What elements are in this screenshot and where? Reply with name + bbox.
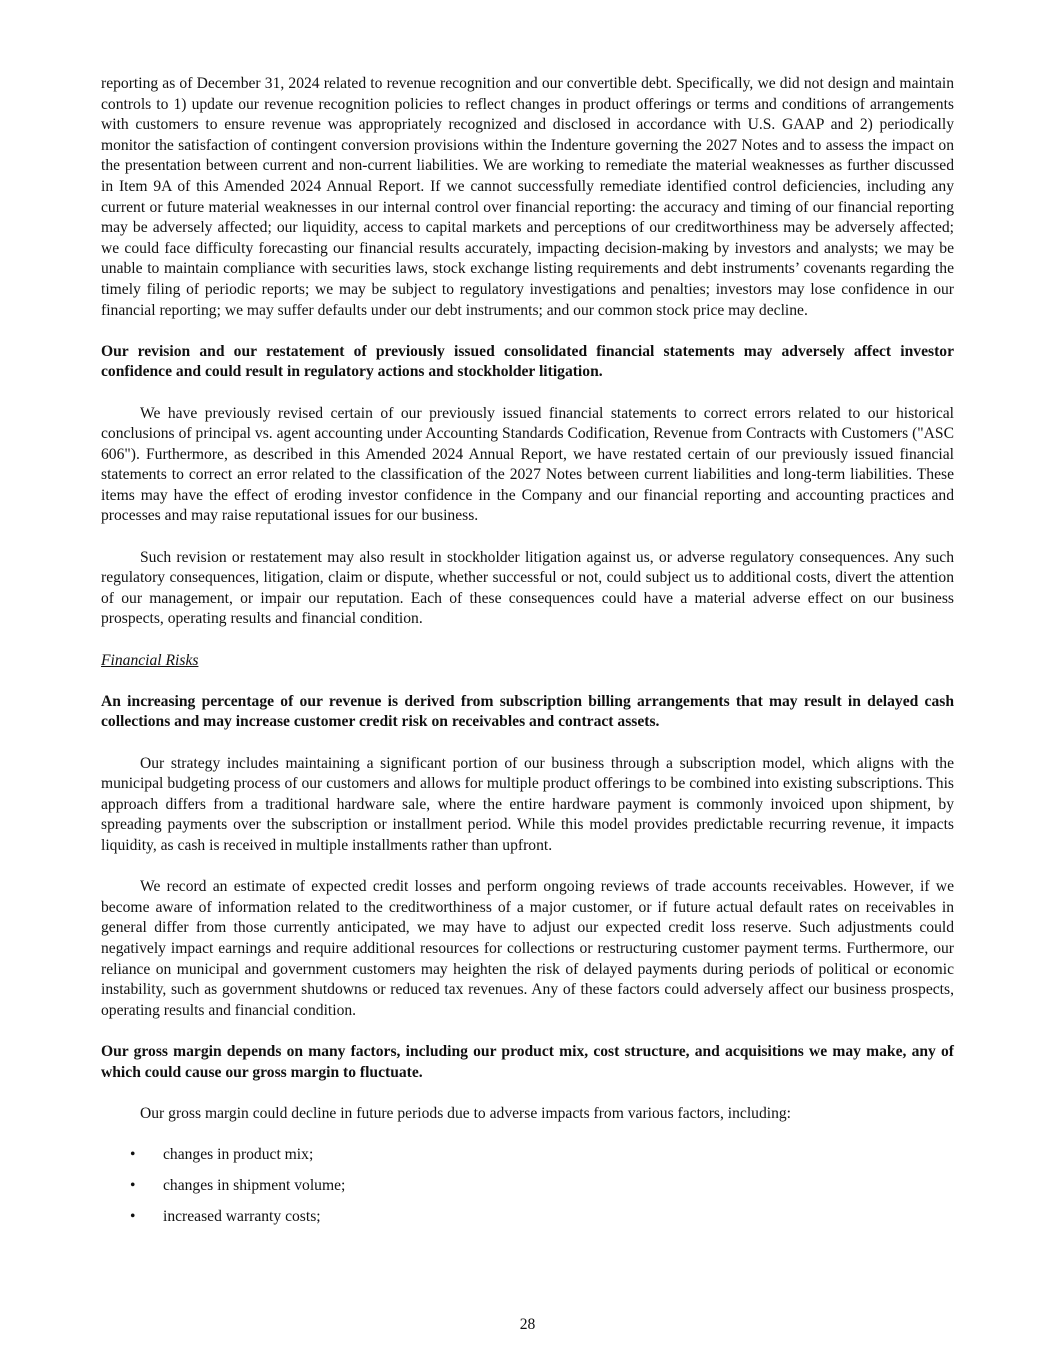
section-title-text: Financial Risks — [101, 651, 199, 669]
list-item-text: increased warranty costs; — [163, 1207, 321, 1225]
heading-subscription-billing: An increasing percentage of our revenue is derived from subscription billing arrangements that may result in delayed cash collections and may increase customer credit risk on receivables and contract assets. — [101, 692, 954, 731]
list-item — [101, 1176, 954, 1197]
list-item — [101, 1207, 954, 1228]
body-paragraph-controls: reporting as of December 31, 2024 related to revenue recognition and our convertible debt. Specifically, we did not design and maintain controls to 1) update our revenue recognition policies to reflect changes in product offerings or terms and conditions of arrangements with customers to ensure revenue was appropriately recognized and disclosed in accordance with U.S. GAAP and 2) periodically monitor the satisfaction of contingent conversion provisions within the Indenture governing the 2027 Notes and to assess the impact on the presentation between current and non-current liabilities. We are working to remediate the material weaknesses as further discussed in Item 9A of this Amended 2024 Annual Report. If we cannot successfully remediate identified control deficiencies, including any current or future material weaknesses in our internal control over financial reporting: the accuracy and timing of our financial reporting may be adversely affected; our liquidity, access to capital markets and perceptions of our creditworthiness may be adversely affected; we could face difficulty forecasting our financial results accurately, impacting decision-making by investors and analysts; we may be unable to maintain compliance with securities laws, stock exchange listing requirements and debt instruments’ covenants regarding the timely filing of periodic reports; we may be subject to regulatory investigations and penalties; investors may lose confidence in our financial reporting; we may suffer defaults under our debt instruments; and our common stock price may decline. — [101, 75, 954, 319]
bullet-mark: • — [130, 1207, 136, 1225]
heading-revision-restatement: Our revision and our restatement of previously issued consolidated financial statements may adversely affect investor confidence and could result in regulatory actions and stockholder litigation. — [101, 342, 954, 381]
document-page — [101, 74, 954, 1238]
bullet-mark: • — [130, 1176, 136, 1194]
list-item-text: changes in shipment volume; — [163, 1176, 346, 1194]
body-paragraph-gross-margin-factors: Our gross margin could decline in future periods due to adverse impacts from various factors, including: — [140, 1104, 792, 1122]
section-title-financial-risks — [101, 651, 954, 672]
body-paragraph-revisions: We have previously revised certain of our previously issued financial statements to correct errors related to our historical conclusions of principal vs. agent accounting under Accounting Standards Codification, Revenue from Contracts with Customers ("ASC 606"). Furthermore, as described in this Amended 2024 Annual Report, we have restated certain of our previously issued financial statements to correct an error related to the classification of the 2027 Notes between current liabilities and long-term liabilities. These items may have the effect of eroding investor confidence in the Company and our financial reporting and accounting practices and processes and may raise reputational issues for our business. — [101, 404, 954, 525]
list-item — [101, 1145, 954, 1166]
body-paragraph-credit-losses: We record an estimate of expected credit losses and perform ongoing reviews of trade accounts receivables. However, if we become aware of information related to the creditworthiness of a major customer, or if future actual default rates on receivables in general differ from those currently anticipated, we may have to adjust our expected credit loss reserve. Such adjustments could negatively impact earnings and require additional resources for collections or restructuring customer payment terms. Furthermore, our reliance on municipal and government customers may heighten the risk of delayed payments during periods of political or economic instability, such as government shutdowns or reduced tax revenues. Any of these factors could adversely affect our business prospects, operating results and financial condition. — [101, 878, 954, 1019]
list-item-text: changes in product mix; — [163, 1145, 314, 1163]
body-paragraph-litigation: Such revision or restatement may also result in stockholder litigation against us, or adverse regulatory consequences. Any such regulatory consequences, litigation, claim or dispute, whether successful or not, could subject us to additional costs, divert the attention of our management, or impair our reputation. Each of these consequences could have a material adverse effect on our business prospects, operating results and financial condition. — [101, 548, 954, 628]
page-number: 28 — [519, 1316, 536, 1333]
body-paragraph-subscription-model: Our strategy includes maintaining a significant portion of our business through a subscription model, which aligns with the municipal budgeting process of our customers and allows for multiple product offerings to be combined into existing subscriptions. This approach differs from a traditional hardware sale, where the entire hardware payment is commonly invoiced upon shipment, by spreading payments over the subscription or installment period. While this model provides predictable recurring revenue, it impacts liquidity, as cash is received in multiple installments rather than upfront. — [101, 754, 954, 854]
factor-list — [101, 1145, 954, 1228]
heading-gross-margin: Our gross margin depends on many factors, including our product mix, cost structure, and acquisitions we may make, any of which could cause our gross margin to fluctuate. — [101, 1042, 954, 1081]
bullet-mark: • — [130, 1145, 136, 1163]
